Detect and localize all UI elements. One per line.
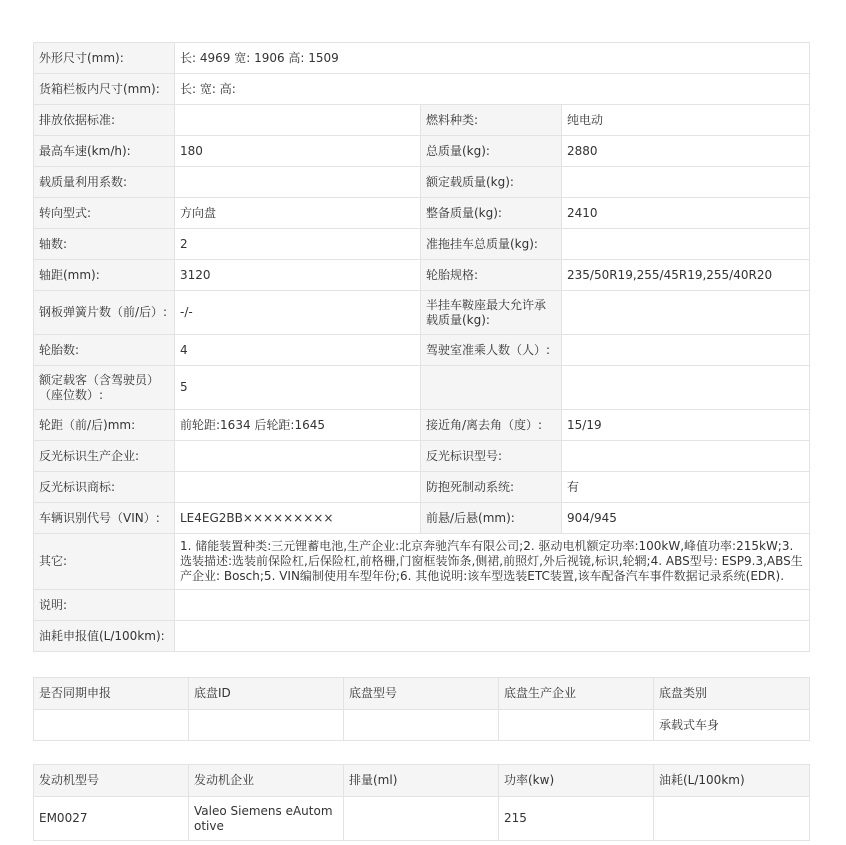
engine-cell: 215 [499,797,654,841]
spec-value [562,366,810,410]
vehicle-spec-table [33,42,810,652]
spec-value [175,105,421,136]
spec-label: 总质量(kg): [421,136,562,167]
spec-value [175,590,810,621]
spec-row [34,260,810,291]
spec-label: 反光标识商标: [34,472,175,503]
spec-value [175,472,421,503]
spec-value: 904/945 [562,503,810,534]
spec-label: 钢板弹簧片数（前/后）: [34,291,175,335]
spec-value: 3120 [175,260,421,291]
spec-row [34,74,810,105]
chassis-header-row [34,678,810,710]
engine-table [33,764,810,841]
spec-value [562,167,810,198]
chassis-cell [344,710,499,741]
table-row [34,797,810,841]
spec-label: 前悬/后悬(mm): [421,503,562,534]
spec-label: 外形尺寸(mm): [34,43,175,74]
spec-label: 转向型式: [34,198,175,229]
spec-label: 其它: [34,534,175,590]
spec-value: 纯电动 [562,105,810,136]
spec-value: 1. 储能装置种类:三元锂蓄电池,生产企业:北京奔驰汽车有限公司;2. 驱动电机额定功率:100kW,峰值功率:215kW;3. 选装描述:选装前保险杠,后保险杠,前格栅,门窗框装饰条,侧裙,前照灯,外后视镜,标识,轮辋;4. ABS型号: ESP9.3,ABS生产企业: Bosch;5. VIN编制使用车型年份;6. 其他说明:该车型选装ETC装置,该车配备汽车事件数据记录系统(EDR). [175,534,810,590]
spec-row [34,335,810,366]
spec-label: 反光标识生产企业: [34,441,175,472]
spec-value [562,441,810,472]
spec-label: 货箱栏板内尺寸(mm): [34,74,175,105]
chassis-cell: 承载式车身 [654,710,810,741]
spec-label: 接近角/离去角（度）: [421,410,562,441]
spec-value: 5 [175,366,421,410]
table-row [34,710,810,741]
spec-row [34,43,810,74]
spec-value: 前轮距:1634 后轮距:1645 [175,410,421,441]
spec-value: 4 [175,335,421,366]
engine-header-cell: 发动机企业 [189,765,344,797]
spec-label: 油耗申报值(L/100km): [34,621,175,652]
spec-row [34,590,810,621]
spec-label: 反光标识型号: [421,441,562,472]
spec-label: 额定载质量(kg): [421,167,562,198]
spec-label: 轮胎数: [34,335,175,366]
spec-row [34,621,810,652]
spec-value: 方向盘 [175,198,421,229]
spec-label: 燃料种类: [421,105,562,136]
spec-label: 整备质量(kg): [421,198,562,229]
chassis-cell [189,710,344,741]
spec-label: 准拖挂车总质量(kg): [421,229,562,260]
spec-value [562,291,810,335]
chassis-header-cell: 是否同期申报 [34,678,189,710]
spec-value [562,335,810,366]
spec-label: 轮距（前/后)mm: [34,410,175,441]
spec-value: 15/19 [562,410,810,441]
chassis-cell [34,710,189,741]
spec-label: 载质量利用系数: [34,167,175,198]
chassis-header-cell: 底盘ID [189,678,344,710]
spec-value: 235/50R19,255/45R19,255/40R20 [562,260,810,291]
spec-table-body [34,43,810,652]
spec-value: 2 [175,229,421,260]
chassis-header-cell: 底盘生产企业 [499,678,654,710]
spec-label: 说明: [34,590,175,621]
engine-header-cell: 发动机型号 [34,765,189,797]
engine-cell [654,797,810,841]
engine-header-cell: 功率(kw) [499,765,654,797]
spec-label: 最高车速(km/h): [34,136,175,167]
spec-row [34,441,810,472]
spec-label: 排放依据标准: [34,105,175,136]
spec-row [34,503,810,534]
spec-label: 额定载客（含驾驶员）（座位数）: [34,366,175,410]
spec-label: 驾驶室准乘人数（人）: [421,335,562,366]
spec-row [34,229,810,260]
chassis-header-cell: 底盘型号 [344,678,499,710]
spec-label [421,366,562,410]
spec-row [34,291,810,335]
spec-value: -/- [175,291,421,335]
engine-cell: Valeo Siemens eAutomotive [189,797,344,841]
spec-value: 长: 4969 宽: 1906 高: 1509 [175,43,810,74]
engine-cell: EM0027 [34,797,189,841]
spec-label: 轴数: [34,229,175,260]
chassis-table [33,677,810,741]
spec-value: LE4EG2BB××××××××× [175,503,421,534]
engine-header-cell: 油耗(L/100km) [654,765,810,797]
spec-row [34,105,810,136]
spec-value [175,167,421,198]
spec-value [175,441,421,472]
spec-label: 防抱死制动系统: [421,472,562,503]
chassis-cell [499,710,654,741]
spec-row [34,136,810,167]
spec-value: 长: 宽: 高: [175,74,810,105]
spec-label: 半挂车鞍座最大允许承载质量(kg): [421,291,562,335]
spec-value: 2880 [562,136,810,167]
engine-header-cell: 排量(ml) [344,765,499,797]
spec-row [34,472,810,503]
spec-label: 轮胎规格: [421,260,562,291]
spec-value: 有 [562,472,810,503]
spec-value: 180 [175,136,421,167]
chassis-header-cell: 底盘类别 [654,678,810,710]
spec-label: 轴距(mm): [34,260,175,291]
spec-value [175,621,810,652]
engine-cell [344,797,499,841]
spec-row [34,198,810,229]
spec-row [34,534,810,590]
spec-value [562,229,810,260]
spec-row [34,410,810,441]
spec-row [34,167,810,198]
engine-header-row [34,765,810,797]
spec-value: 2410 [562,198,810,229]
spec-label: 车辆识别代号（VIN）: [34,503,175,534]
spec-row [34,366,810,410]
